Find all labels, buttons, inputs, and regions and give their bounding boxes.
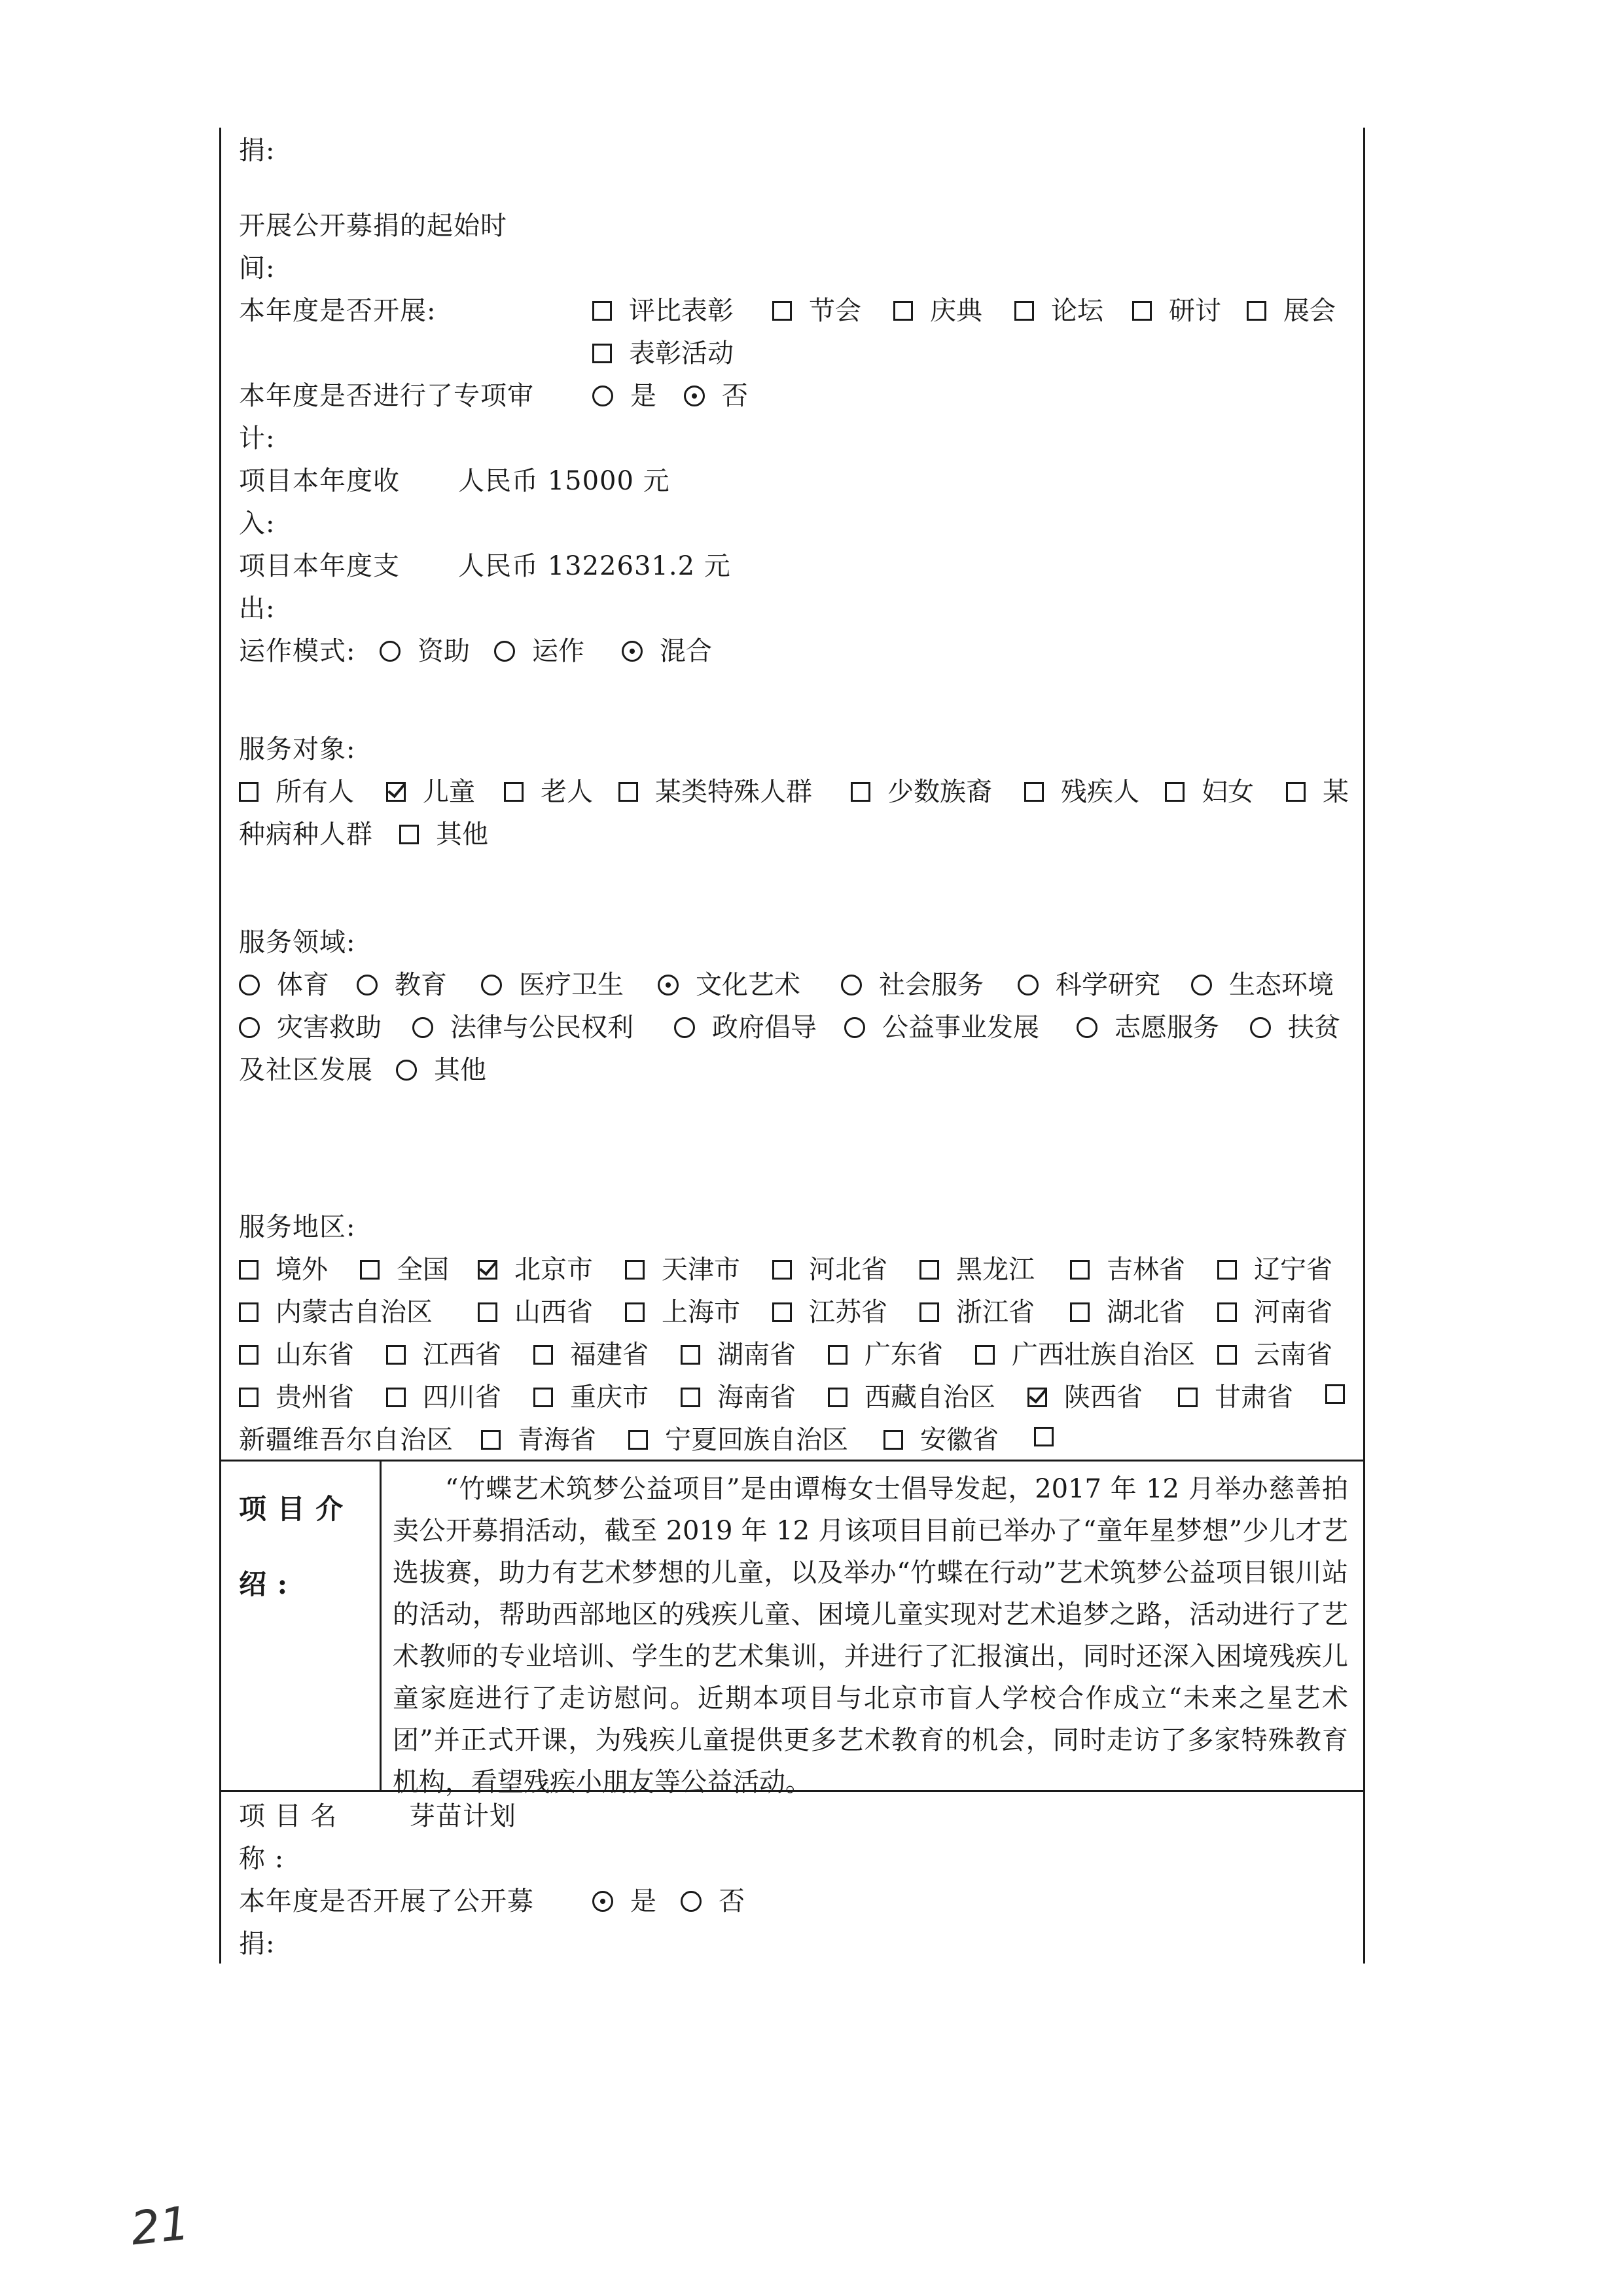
mode-label: 运作模式:	[239, 636, 356, 666]
checkbox[interactable]	[1325, 1384, 1345, 1404]
region-option[interactable]: 黑龙江	[919, 1257, 1035, 1283]
region-option[interactable]: 吉林省	[1070, 1257, 1185, 1283]
checkbox[interactable]	[828, 1345, 847, 1365]
intro-column-divider	[380, 1460, 382, 1790]
fundraising-label: 本年度是否开展了公开募	[239, 1886, 534, 1916]
activity-option[interactable]: 节会	[772, 298, 861, 324]
region-option[interactable]: 四川省	[386, 1384, 501, 1410]
checkbox[interactable]	[1217, 1345, 1237, 1365]
row-divider-top	[219, 1460, 1365, 1462]
field-option[interactable]: 政府倡导	[674, 1014, 817, 1041]
region-option[interactable]: 云南省	[1217, 1342, 1332, 1368]
region-option[interactable]: 湖南省	[681, 1342, 796, 1368]
service-fields-label: 服务领域:	[239, 927, 356, 958]
checkbox[interactable]	[883, 1430, 903, 1450]
region-option[interactable]: 北京市	[478, 1257, 593, 1283]
region-option[interactable]: 山东省	[239, 1342, 354, 1368]
radio-button[interactable]	[592, 386, 613, 406]
region-option[interactable]: 江西省	[386, 1342, 501, 1368]
radio-button[interactable]	[412, 1017, 433, 1038]
service-regions-label: 服务地区:	[239, 1212, 356, 1242]
checkbox[interactable]	[1286, 782, 1306, 802]
intro-label-2: 绍 :	[239, 1568, 289, 1600]
mode-option[interactable]: 资助	[380, 638, 470, 664]
checkbox[interactable]	[618, 782, 638, 802]
field-option-continued: 及社区发展	[239, 1055, 373, 1085]
region-option[interactable]: 广西壮族自治区	[975, 1342, 1195, 1368]
region-option[interactable]: 上海市	[625, 1299, 740, 1325]
region-option[interactable]: 青海省	[481, 1427, 596, 1453]
checkbox[interactable]	[975, 1345, 995, 1365]
radio-button[interactable]	[844, 1017, 865, 1038]
checkbox[interactable]	[681, 1388, 700, 1407]
project-name-label: 项 目 名	[239, 1801, 338, 1831]
audit-option-yes[interactable]: 是	[592, 383, 656, 409]
checkbox[interactable]	[239, 1302, 259, 1322]
checkbox[interactable]	[1217, 1302, 1237, 1322]
mode-option[interactable]: 运作	[494, 638, 584, 664]
field-option[interactable]: 公益事业发展	[844, 1014, 1039, 1041]
fundraising-option-yes[interactable]: 是	[592, 1888, 656, 1914]
checkbox[interactable]	[1070, 1260, 1090, 1280]
target-option[interactable]: 某	[1286, 779, 1349, 805]
checkbox[interactable]	[1247, 301, 1266, 321]
checkbox[interactable]	[919, 1302, 939, 1322]
income-value: 人民币 15000 元	[458, 466, 670, 496]
checkbox[interactable]	[1014, 301, 1034, 321]
fundraising-label-2: 捐:	[239, 1929, 276, 1959]
start-time-label: 开展公开募捐的起始时	[239, 211, 507, 241]
radio-button[interactable]	[494, 641, 515, 662]
checkbox[interactable]	[772, 301, 792, 321]
checkbox[interactable]	[1034, 1427, 1054, 1446]
region-option[interactable]: 福建省	[533, 1342, 649, 1368]
audit-option-no[interactable]: 否	[684, 383, 748, 409]
radio-button[interactable]	[481, 975, 502, 996]
radio-button[interactable]	[622, 641, 643, 662]
region-option[interactable]: 天津市	[625, 1257, 740, 1283]
radio-button[interactable]	[674, 1017, 695, 1038]
region-option[interactable]	[1034, 1427, 1071, 1446]
activity-option[interactable]: 论坛	[1014, 298, 1103, 324]
field-option[interactable]: 医疗卫生	[481, 972, 624, 998]
region-option[interactable]: 甘肃省	[1178, 1384, 1293, 1410]
region-option[interactable]: 重庆市	[533, 1384, 649, 1410]
target-option[interactable]: 儿童	[386, 779, 475, 805]
checkbox[interactable]	[772, 1302, 792, 1322]
region-option[interactable]	[1325, 1384, 1362, 1404]
activity-option[interactable]: 评比表彰	[592, 298, 734, 324]
income-label-2: 入:	[239, 509, 276, 539]
fundraising-label-tail: 捐:	[239, 135, 276, 166]
radio-button[interactable]	[396, 1060, 417, 1081]
region-option[interactable]: 全国	[360, 1257, 449, 1283]
activity-option[interactable]: 研讨	[1132, 298, 1221, 324]
checkbox[interactable]	[386, 782, 406, 802]
checkbox[interactable]	[478, 1302, 497, 1322]
field-option[interactable]: 生态环境	[1191, 972, 1334, 998]
mode-option[interactable]: 混合	[622, 638, 712, 664]
checkbox[interactable]	[239, 1388, 259, 1407]
region-option[interactable]: 浙江省	[919, 1299, 1035, 1325]
checkbox[interactable]	[386, 1388, 406, 1407]
radio-button[interactable]	[658, 975, 679, 996]
checkbox[interactable]	[625, 1302, 645, 1322]
checkbox[interactable]	[592, 301, 612, 321]
radio-button[interactable]	[239, 1017, 260, 1038]
field-option[interactable]: 志愿服务	[1077, 1014, 1219, 1041]
activity-option[interactable]: 表彰活动	[592, 340, 734, 367]
checkbox[interactable]	[893, 301, 913, 321]
field-option[interactable]: 灾害救助	[239, 1014, 382, 1041]
region-option[interactable]: 内蒙古自治区	[239, 1299, 433, 1325]
region-option[interactable]: 贵州省	[239, 1384, 354, 1410]
region-option[interactable]: 安徽省	[883, 1427, 999, 1453]
target-option[interactable]: 其他	[399, 821, 488, 848]
checkbox[interactable]	[919, 1260, 939, 1280]
radio-button[interactable]	[681, 1891, 702, 1912]
checkbox[interactable]	[772, 1260, 792, 1280]
field-option[interactable]: 文化艺术	[658, 972, 800, 998]
field-option[interactable]: 科学研究	[1018, 972, 1160, 998]
region-option[interactable]: 西藏自治区	[828, 1384, 995, 1410]
field-option[interactable]: 法律与公民权利	[412, 1014, 633, 1041]
checkbox[interactable]	[625, 1260, 645, 1280]
region-option[interactable]: 境外	[239, 1257, 328, 1283]
radio-button[interactable]	[684, 386, 705, 406]
service-targets-label: 服务对象:	[239, 734, 356, 764]
checkbox[interactable]	[628, 1430, 648, 1450]
field-option[interactable]: 社会服务	[841, 972, 984, 998]
region-option[interactable]: 河南省	[1217, 1299, 1332, 1325]
region-option[interactable]: 海南省	[681, 1384, 796, 1410]
expense-label-2: 出:	[239, 594, 276, 624]
checkbox[interactable]	[828, 1388, 847, 1407]
radio-button[interactable]	[357, 975, 378, 996]
radio-button[interactable]	[1250, 1017, 1271, 1038]
target-option[interactable]: 妇女	[1165, 779, 1254, 805]
audit-label-2: 计:	[239, 423, 276, 454]
checkbox[interactable]	[1132, 301, 1152, 321]
field-option[interactable]: 体育	[239, 972, 329, 998]
radio-button[interactable]	[239, 975, 260, 996]
fundraising-option-no[interactable]: 否	[681, 1888, 745, 1914]
audit-label: 本年度是否进行了专项审	[239, 381, 534, 411]
checkbox[interactable]	[1165, 782, 1185, 802]
region-option[interactable]: 陕西省	[1027, 1384, 1143, 1410]
start-time-label-2: 间:	[239, 253, 276, 283]
radio-button[interactable]	[1077, 1017, 1097, 1038]
region-option[interactable]: 宁夏回族自治区	[628, 1427, 848, 1453]
checkbox[interactable]	[1217, 1260, 1237, 1280]
region-option[interactable]: 河北省	[772, 1257, 887, 1283]
checkbox[interactable]	[1027, 1388, 1047, 1407]
checkbox[interactable]	[239, 782, 259, 802]
field-option[interactable]: 教育	[357, 972, 447, 998]
intro-label: 项 目 介	[239, 1493, 344, 1525]
project-name-label-2: 称 :	[239, 1844, 285, 1874]
expense-label: 项目本年度支	[239, 551, 400, 581]
page-number: 21	[128, 2196, 192, 2256]
left-border	[219, 128, 221, 1964]
region-option[interactable]: 山西省	[478, 1299, 593, 1325]
target-option-continued: 种病种人群	[239, 819, 373, 850]
checkbox[interactable]	[239, 1345, 259, 1365]
activity-option[interactable]: 展会	[1247, 298, 1336, 324]
checkbox[interactable]	[399, 825, 419, 844]
checkbox[interactable]	[1070, 1302, 1090, 1322]
checkbox[interactable]	[360, 1260, 380, 1280]
activity-option[interactable]: 庆典	[893, 298, 982, 324]
checkbox[interactable]	[481, 1430, 501, 1450]
radio-button[interactable]	[592, 1891, 613, 1912]
radio-button[interactable]	[380, 641, 401, 662]
income-label: 项目本年度收	[239, 466, 400, 496]
right-border	[1363, 128, 1365, 1964]
field-option[interactable]: 扶贫	[1250, 1014, 1340, 1041]
radio-button[interactable]	[1191, 975, 1212, 996]
checkbox[interactable]	[504, 782, 524, 802]
target-option[interactable]: 残疾人	[1024, 779, 1139, 805]
target-option[interactable]: 老人	[504, 779, 593, 805]
target-option[interactable]: 某类特殊人群	[618, 779, 812, 805]
checkbox[interactable]	[386, 1345, 406, 1365]
checkbox[interactable]	[681, 1345, 700, 1365]
radio-button[interactable]	[841, 975, 862, 996]
region-option-continued: 新疆维吾尔自治区	[239, 1425, 454, 1455]
region-option[interactable]: 广东省	[828, 1342, 943, 1368]
project-name-value: 芽苗计划	[409, 1801, 516, 1831]
target-option[interactable]: 少数族裔	[851, 779, 992, 805]
expense-value: 人民币 1322631.2 元	[458, 551, 731, 581]
checkbox[interactable]	[592, 344, 612, 363]
checkbox[interactable]	[851, 782, 870, 802]
region-option[interactable]: 湖北省	[1070, 1299, 1185, 1325]
checkbox[interactable]	[533, 1388, 553, 1407]
checkbox[interactable]	[478, 1260, 497, 1280]
checkbox[interactable]	[1178, 1388, 1198, 1407]
intro-text: “竹蝶艺术筑梦公益项目”是由谭梅女士倡导发起，2017 年 12 月举办慈善拍卖公开募捐活动，截至 2019 年 12 月该项目目前已举办了“童年星梦想”少儿才艺选拔赛，助力有艺术梦想的儿童，以及举办“竹蝶在行动”艺术筑梦公益项目银川站的活动，帮助西部地区的残疾儿童、困境儿童实现对艺术追梦之路，活动进行了艺术教师的专业培训、学生的艺术集训，并进行了汇报演出，同时还深入困境残疾儿童家庭进行了走访慰问。近期本项目与北京市盲人学校合作成立“未来之星艺术团”并正式开课，为残疾儿童提供更多艺术教育的机会，同时走访了多家特殊教育机构，看望残疾小朋友等公益活动。	[393, 1474, 1348, 1797]
region-option[interactable]: 辽宁省	[1217, 1257, 1332, 1283]
checkbox[interactable]	[239, 1260, 259, 1280]
checkbox[interactable]	[1024, 782, 1044, 802]
checkbox[interactable]	[533, 1345, 553, 1365]
radio-button[interactable]	[1018, 975, 1039, 996]
field-option[interactable]: 其他	[396, 1057, 486, 1083]
activities-label: 本年度是否开展:	[239, 296, 437, 326]
target-option[interactable]: 所有人	[239, 779, 354, 805]
region-option[interactable]: 江苏省	[772, 1299, 887, 1325]
